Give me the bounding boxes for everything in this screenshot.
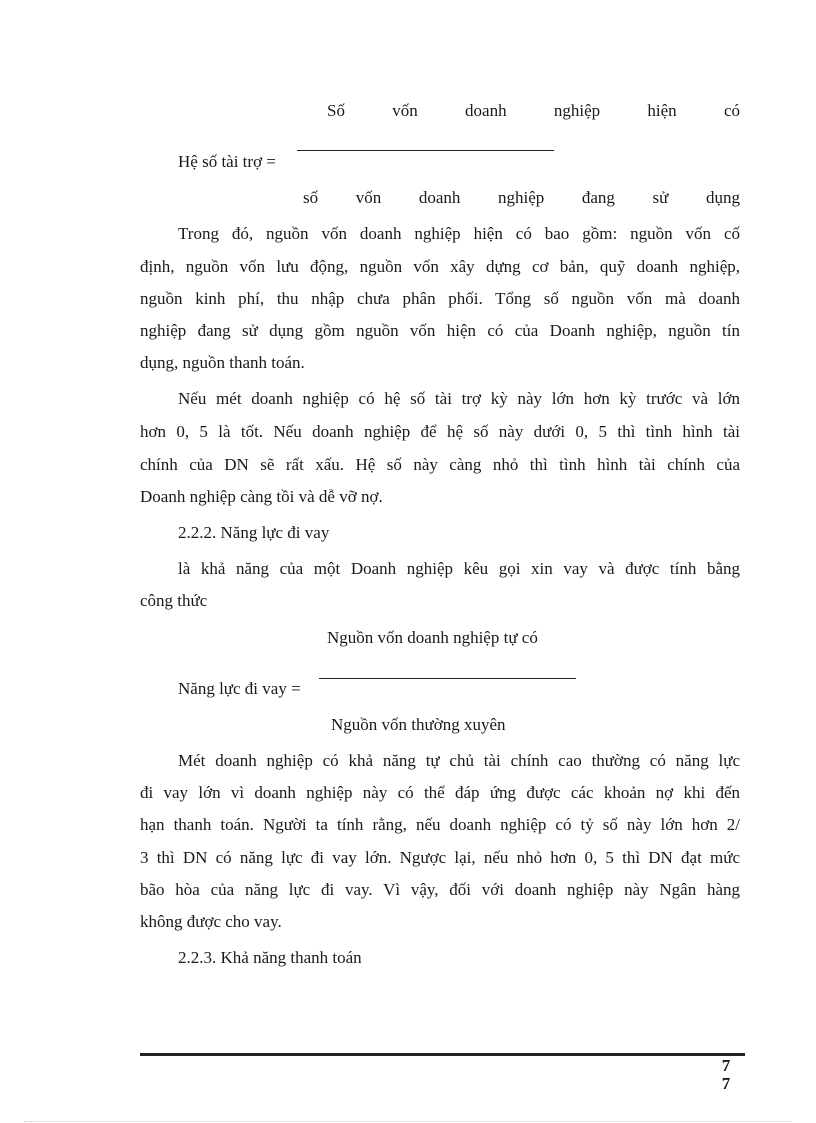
para1-line-3: nguồn kinh phí, thu nhập chưa phân phối. Tổng số nguồn vốn mà doanh	[140, 289, 740, 308]
footer-rule	[140, 1053, 745, 1056]
page-number-top: 7	[721, 1056, 731, 1075]
para4-line-1: Mét doanh nghiệp có khả năng tự chủ tài chính cao thường có năng lực	[178, 751, 740, 770]
formula2-fraction-bar	[319, 678, 576, 679]
page-boundary-line	[24, 1121, 792, 1122]
para3-line-1: là khả năng của một Doanh nghiệp kêu gọi xin vay và được tính bằng	[178, 559, 740, 578]
para4-line-5: bão hòa của năng lực đi vay. Vì vậy, đối với doanh nghiệp này Ngân hàng	[140, 880, 740, 899]
formula2-denominator: Nguồn vốn thường xuyên	[331, 715, 506, 734]
page-number-bottom: 7	[721, 1074, 731, 1093]
formula1-numerator: Số vốn doanh nghiệp hiện có	[327, 101, 740, 120]
formula1-denominator: số vốn doanh nghiệp đang sử dụng	[303, 188, 740, 207]
para1-line-2: định, nguồn vốn lưu động, nguồn vốn xây dựng cơ bản, quỹ doanh nghiệp,	[140, 257, 740, 276]
para4-line-3: hạn thanh toán. Người ta tính rằng, nếu doanh nghiệp có tỷ số này lớn hơn 2/	[140, 815, 740, 834]
para2-line-1: Nếu mét doanh nghiệp có hệ số tài trợ kỳ này lớn hơn kỳ trước và lớn	[178, 389, 740, 408]
para4-line-4: 3 thì DN có năng lực đi vay lớn. Ngược lại, nếu nhỏ hơn 0, 5 thì DN đạt mức	[140, 848, 740, 867]
para3-line-2: công thức	[140, 591, 208, 610]
para2-line-4: Doanh nghiệp càng tồi và dễ vỡ nợ.	[140, 487, 383, 506]
para1-line-1: Trong đó, nguồn vốn doanh nghiệp hiện có bao gồm: nguồn vốn cố	[178, 224, 740, 243]
para4-line-2: đi vay lớn vì doanh nghiệp này có thể đáp ứng được các khoản nợ khi đến	[140, 783, 740, 802]
section-heading-2-2-3: 2.2.3. Khả năng thanh toán	[178, 948, 362, 967]
formula2-numerator: Nguồn vốn doanh nghiệp tự có	[327, 628, 538, 647]
para2-line-2: hơn 0, 5 là tốt. Nếu doanh nghiệp để hệ số này dưới 0, 5 thì tình hình tài	[140, 422, 740, 441]
formula1-label: Hệ số tài trợ =	[178, 152, 276, 171]
para1-line-5: dụng, nguồn thanh toán.	[140, 353, 305, 372]
para1-line-4: nghiệp đang sử dụng gồm nguồn vốn hiện có của Doanh nghiệp, nguồn tín	[140, 321, 740, 340]
para4-line-6: không được cho vay.	[140, 912, 282, 931]
para2-line-3: chính của DN sẽ rất xấu. Hệ số này càng nhỏ thì tình hình tài chính của	[140, 455, 740, 474]
formula2-label: Năng lực đi vay =	[178, 679, 301, 698]
formula1-fraction-bar	[297, 150, 554, 151]
section-heading-2-2-2: 2.2.2. Năng lực đi vay	[178, 523, 330, 542]
